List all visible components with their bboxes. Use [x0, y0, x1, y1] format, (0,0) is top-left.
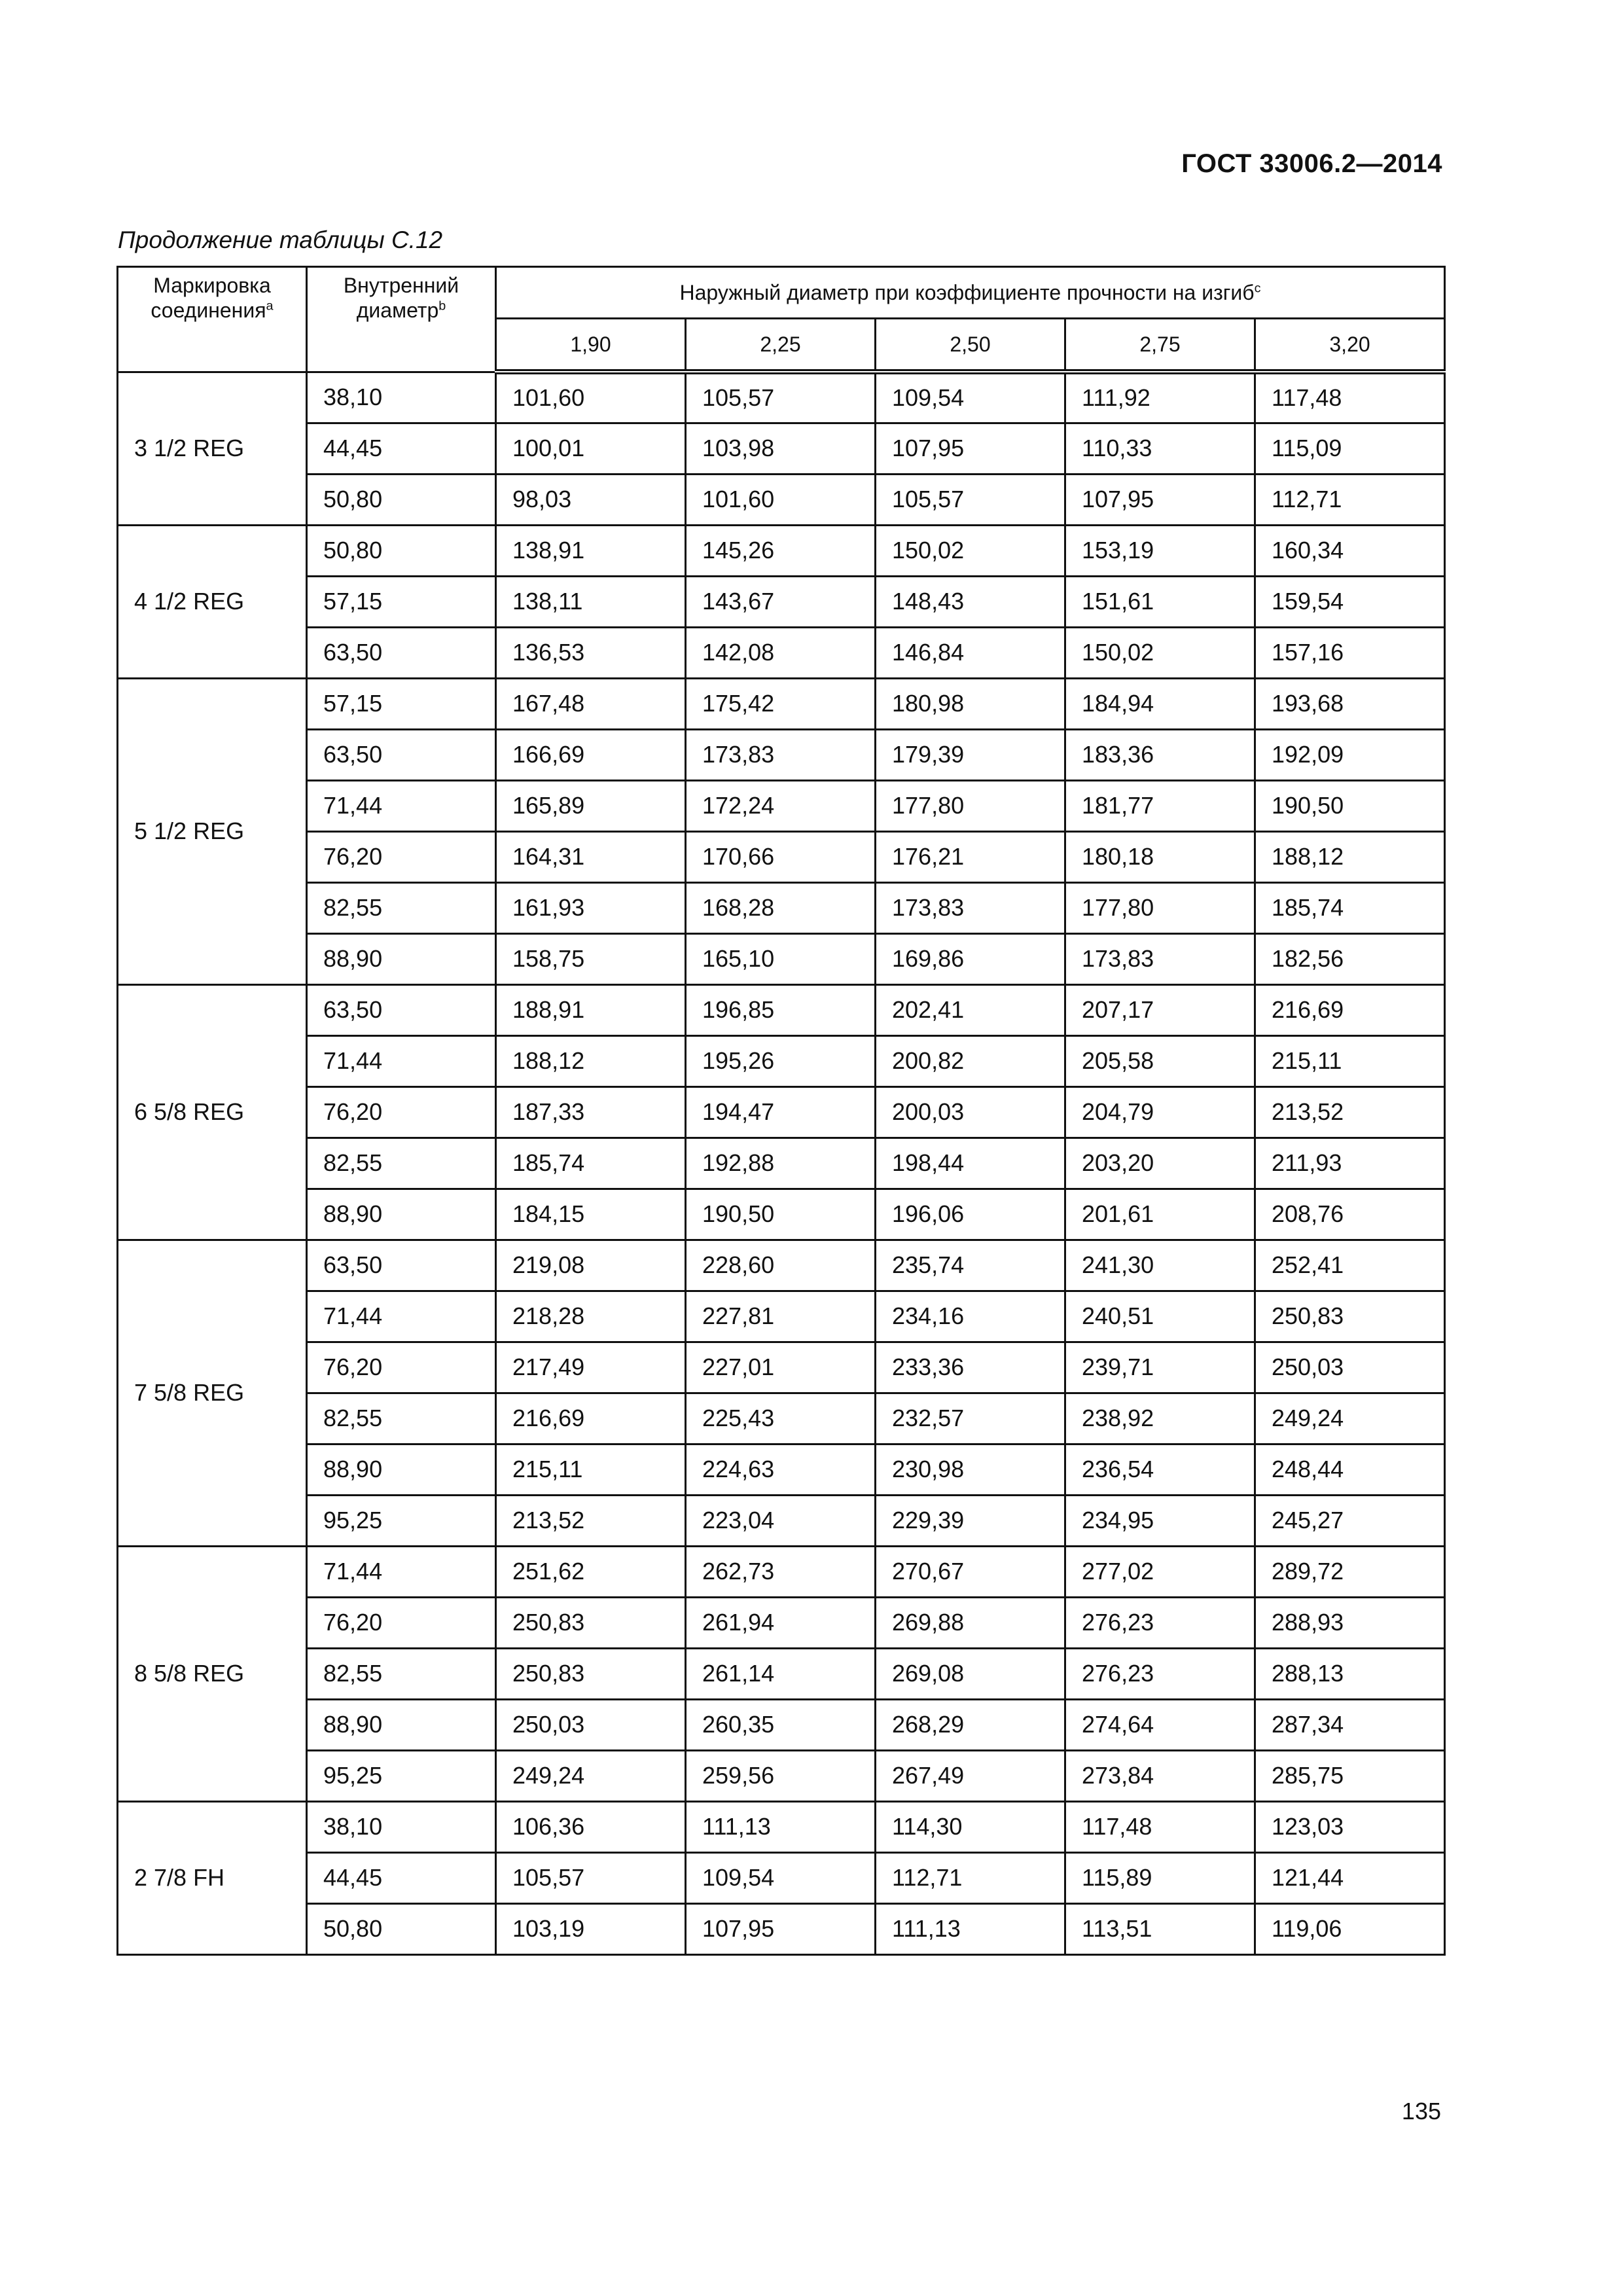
inner-diameter-cell: 38,10 — [307, 372, 496, 423]
outer-diameter-cell: 230,98 — [876, 1444, 1065, 1495]
column-header-outer-diameter-text: Наружный диаметр при коэффициенте прочности на изгиб — [679, 280, 1255, 304]
column-header-inner-diameter — [307, 267, 496, 372]
outer-diameter-cell: 236,54 — [1065, 1444, 1255, 1495]
outer-diameter-cell: 105,57 — [876, 474, 1065, 525]
inner-diameter-cell: 88,90 — [307, 1444, 496, 1495]
outer-diameter-cell: 166,69 — [496, 729, 686, 780]
outer-diameter-cell: 188,12 — [1255, 831, 1445, 882]
outer-diameter-cell: 112,71 — [1255, 474, 1445, 525]
outer-diameter-cell: 190,50 — [686, 1189, 876, 1240]
table-row — [118, 1903, 1445, 1954]
outer-diameter-cell: 181,77 — [1065, 780, 1255, 831]
outer-diameter-cell: 250,83 — [496, 1597, 686, 1648]
outer-diameter-cell: 182,56 — [1255, 933, 1445, 984]
table-row — [118, 1801, 1445, 1852]
outer-diameter-cell: 238,92 — [1065, 1393, 1255, 1444]
outer-diameter-cell: 188,91 — [496, 984, 686, 1035]
document-code: ГОСТ 33006.2—2014 — [1181, 149, 1442, 178]
table-row — [118, 1495, 1445, 1546]
inner-diameter-cell: 71,44 — [307, 1035, 496, 1086]
footnote-mark: a — [266, 298, 274, 314]
footnote-mark: c — [1254, 281, 1261, 296]
outer-diameter-cell: 259,56 — [686, 1750, 876, 1801]
table-row — [118, 882, 1445, 933]
outer-diameter-cell: 109,54 — [686, 1852, 876, 1903]
table-row — [118, 1699, 1445, 1750]
outer-diameter-cell: 184,15 — [496, 1189, 686, 1240]
outer-diameter-cell: 215,11 — [1255, 1035, 1445, 1086]
outer-diameter-cell: 173,83 — [686, 729, 876, 780]
outer-diameter-cell: 196,85 — [686, 984, 876, 1035]
table-row — [118, 678, 1445, 729]
outer-diameter-cell: 248,44 — [1255, 1444, 1445, 1495]
outer-diameter-cell: 261,14 — [686, 1648, 876, 1699]
outer-diameter-cell: 117,48 — [1255, 372, 1445, 423]
outer-diameter-cell: 111,13 — [686, 1801, 876, 1852]
inner-diameter-cell: 44,45 — [307, 423, 496, 474]
column-header-coefficient: 3,20 — [1255, 319, 1445, 372]
inner-diameter-cell: 71,44 — [307, 1546, 496, 1597]
outer-diameter-cell: 195,26 — [686, 1035, 876, 1086]
outer-diameter-cell: 241,30 — [1065, 1240, 1255, 1291]
outer-diameter-cell: 177,80 — [1065, 882, 1255, 933]
inner-diameter-cell: 76,20 — [307, 1597, 496, 1648]
outer-diameter-cell: 250,03 — [1255, 1342, 1445, 1393]
column-header-coefficient: 1,90 — [496, 319, 686, 372]
outer-diameter-cell: 289,72 — [1255, 1546, 1445, 1597]
outer-diameter-cell: 196,06 — [876, 1189, 1065, 1240]
table-row — [118, 1393, 1445, 1444]
outer-diameter-cell: 250,83 — [1255, 1291, 1445, 1342]
table-row — [118, 525, 1445, 576]
outer-diameter-cell: 250,83 — [496, 1648, 686, 1699]
table-row — [118, 933, 1445, 984]
outer-diameter-cell: 227,81 — [686, 1291, 876, 1342]
outer-diameter-cell: 143,67 — [686, 576, 876, 627]
inner-diameter-cell: 76,20 — [307, 1342, 496, 1393]
outer-diameter-cell: 117,48 — [1065, 1801, 1255, 1852]
column-header-coefficient: 2,50 — [876, 319, 1065, 372]
table-row — [118, 1444, 1445, 1495]
outer-diameter-cell: 142,08 — [686, 627, 876, 678]
outer-diameter-cell: 168,28 — [686, 882, 876, 933]
outer-diameter-cell: 193,68 — [1255, 678, 1445, 729]
outer-diameter-cell: 105,57 — [686, 372, 876, 423]
outer-diameter-cell: 173,83 — [876, 882, 1065, 933]
table-row — [118, 984, 1445, 1035]
outer-diameter-cell: 213,52 — [1255, 1086, 1445, 1138]
outer-diameter-cell: 274,64 — [1065, 1699, 1255, 1750]
connection-marking-cell: 6 5/8 REG — [118, 984, 307, 1240]
inner-diameter-cell: 88,90 — [307, 933, 496, 984]
inner-diameter-cell: 50,80 — [307, 525, 496, 576]
outer-diameter-cell: 165,89 — [496, 780, 686, 831]
outer-diameter-cell: 239,71 — [1065, 1342, 1255, 1393]
table-row — [118, 627, 1445, 678]
outer-diameter-cell: 217,49 — [496, 1342, 686, 1393]
outer-diameter-cell: 109,54 — [876, 372, 1065, 423]
outer-diameter-cell: 185,74 — [1255, 882, 1445, 933]
outer-diameter-cell: 233,36 — [876, 1342, 1065, 1393]
outer-diameter-cell: 158,75 — [496, 933, 686, 984]
outer-diameter-cell: 107,95 — [876, 423, 1065, 474]
outer-diameter-cell: 148,43 — [876, 576, 1065, 627]
data-table — [116, 266, 1446, 1956]
outer-diameter-cell: 276,23 — [1065, 1648, 1255, 1699]
outer-diameter-cell: 227,01 — [686, 1342, 876, 1393]
column-header-coefficient: 2,75 — [1065, 319, 1255, 372]
inner-diameter-cell: 57,15 — [307, 576, 496, 627]
outer-diameter-cell: 235,74 — [876, 1240, 1065, 1291]
column-header-outer-diameter — [496, 267, 1445, 319]
outer-diameter-cell: 101,60 — [686, 474, 876, 525]
outer-diameter-cell: 267,49 — [876, 1750, 1065, 1801]
table-container — [116, 266, 1444, 1956]
outer-diameter-cell: 138,11 — [496, 576, 686, 627]
outer-diameter-cell: 261,94 — [686, 1597, 876, 1648]
outer-diameter-cell: 202,41 — [876, 984, 1065, 1035]
connection-marking-cell: 5 1/2 REG — [118, 678, 307, 984]
inner-diameter-cell: 71,44 — [307, 1291, 496, 1342]
inner-diameter-cell: 88,90 — [307, 1189, 496, 1240]
inner-diameter-cell: 57,15 — [307, 678, 496, 729]
outer-diameter-cell: 121,44 — [1255, 1852, 1445, 1903]
outer-diameter-cell: 106,36 — [496, 1801, 686, 1852]
table-row — [118, 1189, 1445, 1240]
outer-diameter-cell: 165,10 — [686, 933, 876, 984]
outer-diameter-cell: 190,50 — [1255, 780, 1445, 831]
table-row — [118, 1852, 1445, 1903]
outer-diameter-cell: 207,17 — [1065, 984, 1255, 1035]
table-row — [118, 1648, 1445, 1699]
outer-diameter-cell: 114,30 — [876, 1801, 1065, 1852]
outer-diameter-cell: 249,24 — [1255, 1393, 1445, 1444]
connection-marking-cell: 4 1/2 REG — [118, 525, 307, 678]
inner-diameter-cell: 63,50 — [307, 627, 496, 678]
outer-diameter-cell: 268,29 — [876, 1699, 1065, 1750]
outer-diameter-cell: 249,24 — [496, 1750, 686, 1801]
outer-diameter-cell: 194,47 — [686, 1086, 876, 1138]
outer-diameter-cell: 159,54 — [1255, 576, 1445, 627]
outer-diameter-cell: 250,03 — [496, 1699, 686, 1750]
page-number: 135 — [1401, 2098, 1441, 2125]
outer-diameter-cell: 188,12 — [496, 1035, 686, 1086]
outer-diameter-cell: 172,24 — [686, 780, 876, 831]
outer-diameter-cell: 145,26 — [686, 525, 876, 576]
table-row — [118, 1240, 1445, 1291]
outer-diameter-cell: 216,69 — [496, 1393, 686, 1444]
column-header-marking — [118, 267, 307, 372]
outer-diameter-cell: 161,93 — [496, 882, 686, 933]
outer-diameter-cell: 115,09 — [1255, 423, 1445, 474]
inner-diameter-cell: 71,44 — [307, 780, 496, 831]
table-caption: Продолжение таблицы С.12 — [118, 226, 443, 253]
outer-diameter-cell: 160,34 — [1255, 525, 1445, 576]
outer-diameter-cell: 224,63 — [686, 1444, 876, 1495]
outer-diameter-cell: 111,92 — [1065, 372, 1255, 423]
column-header-marking-text: Маркировка соединения — [151, 274, 271, 323]
inner-diameter-cell: 82,55 — [307, 882, 496, 933]
outer-diameter-cell: 110,33 — [1065, 423, 1255, 474]
inner-diameter-cell: 76,20 — [307, 831, 496, 882]
outer-diameter-cell: 208,76 — [1255, 1189, 1445, 1240]
header-row — [118, 267, 1445, 319]
table-row — [118, 1546, 1445, 1597]
table-row — [118, 729, 1445, 780]
outer-diameter-cell: 151,61 — [1065, 576, 1255, 627]
outer-diameter-cell: 228,60 — [686, 1240, 876, 1291]
outer-diameter-cell: 219,08 — [496, 1240, 686, 1291]
outer-diameter-cell: 215,11 — [496, 1444, 686, 1495]
outer-diameter-cell: 105,57 — [496, 1852, 686, 1903]
outer-diameter-cell: 200,03 — [876, 1086, 1065, 1138]
outer-diameter-cell: 240,51 — [1065, 1291, 1255, 1342]
inner-diameter-cell: 82,55 — [307, 1138, 496, 1189]
connection-marking-cell: 3 1/2 REG — [118, 372, 307, 525]
outer-diameter-cell: 136,53 — [496, 627, 686, 678]
table-row — [118, 1086, 1445, 1138]
outer-diameter-cell: 270,67 — [876, 1546, 1065, 1597]
connection-marking-cell: 8 5/8 REG — [118, 1546, 307, 1801]
outer-diameter-cell: 187,33 — [496, 1086, 686, 1138]
outer-diameter-cell: 204,79 — [1065, 1086, 1255, 1138]
inner-diameter-cell: 50,80 — [307, 474, 496, 525]
outer-diameter-cell: 218,28 — [496, 1291, 686, 1342]
outer-diameter-cell: 107,95 — [1065, 474, 1255, 525]
outer-diameter-cell: 203,20 — [1065, 1138, 1255, 1189]
outer-diameter-cell: 288,13 — [1255, 1648, 1445, 1699]
outer-diameter-cell: 260,35 — [686, 1699, 876, 1750]
column-header-coefficient: 2,25 — [686, 319, 876, 372]
table-row — [118, 474, 1445, 525]
outer-diameter-cell: 150,02 — [1065, 627, 1255, 678]
table-row — [118, 1342, 1445, 1393]
outer-diameter-cell: 103,98 — [686, 423, 876, 474]
outer-diameter-cell: 175,42 — [686, 678, 876, 729]
outer-diameter-cell: 180,18 — [1065, 831, 1255, 882]
outer-diameter-cell: 216,69 — [1255, 984, 1445, 1035]
outer-diameter-cell: 287,34 — [1255, 1699, 1445, 1750]
outer-diameter-cell: 113,51 — [1065, 1903, 1255, 1954]
outer-diameter-cell: 223,04 — [686, 1495, 876, 1546]
outer-diameter-cell: 200,82 — [876, 1035, 1065, 1086]
inner-diameter-cell: 63,50 — [307, 984, 496, 1035]
table-row — [118, 423, 1445, 474]
outer-diameter-cell: 183,36 — [1065, 729, 1255, 780]
outer-diameter-cell: 119,06 — [1255, 1903, 1445, 1954]
outer-diameter-cell: 205,58 — [1065, 1035, 1255, 1086]
inner-diameter-cell: 44,45 — [307, 1852, 496, 1903]
outer-diameter-cell: 112,71 — [876, 1852, 1065, 1903]
outer-diameter-cell: 164,31 — [496, 831, 686, 882]
outer-diameter-cell: 192,88 — [686, 1138, 876, 1189]
outer-diameter-cell: 245,27 — [1255, 1495, 1445, 1546]
table-row — [118, 780, 1445, 831]
inner-diameter-cell: 82,55 — [307, 1393, 496, 1444]
inner-diameter-cell: 95,25 — [307, 1750, 496, 1801]
inner-diameter-cell: 38,10 — [307, 1801, 496, 1852]
table-row — [118, 1597, 1445, 1648]
outer-diameter-cell: 234,16 — [876, 1291, 1065, 1342]
table-row — [118, 1138, 1445, 1189]
outer-diameter-cell: 285,75 — [1255, 1750, 1445, 1801]
outer-diameter-cell: 229,39 — [876, 1495, 1065, 1546]
outer-diameter-cell: 184,94 — [1065, 678, 1255, 729]
outer-diameter-cell: 123,03 — [1255, 1801, 1445, 1852]
outer-diameter-cell: 167,48 — [496, 678, 686, 729]
table-row — [118, 1291, 1445, 1342]
inner-diameter-cell: 76,20 — [307, 1086, 496, 1138]
table-row — [118, 1035, 1445, 1086]
table-row — [118, 372, 1445, 423]
outer-diameter-cell: 173,83 — [1065, 933, 1255, 984]
outer-diameter-cell: 101,60 — [496, 372, 686, 423]
outer-diameter-cell: 213,52 — [496, 1495, 686, 1546]
inner-diameter-cell: 95,25 — [307, 1495, 496, 1546]
inner-diameter-cell: 50,80 — [307, 1903, 496, 1954]
outer-diameter-cell: 277,02 — [1065, 1546, 1255, 1597]
outer-diameter-cell: 201,61 — [1065, 1189, 1255, 1240]
outer-diameter-cell: 180,98 — [876, 678, 1065, 729]
column-header-inner-diameter-text: Внутренний диаметр — [343, 274, 459, 323]
table-row — [118, 831, 1445, 882]
inner-diameter-cell: 63,50 — [307, 1240, 496, 1291]
outer-diameter-cell: 269,08 — [876, 1648, 1065, 1699]
connection-marking-cell: 2 7/8 FH — [118, 1801, 307, 1954]
outer-diameter-cell: 98,03 — [496, 474, 686, 525]
outer-diameter-cell: 169,86 — [876, 933, 1065, 984]
outer-diameter-cell: 170,66 — [686, 831, 876, 882]
outer-diameter-cell: 150,02 — [876, 525, 1065, 576]
outer-diameter-cell: 262,73 — [686, 1546, 876, 1597]
outer-diameter-cell: 234,95 — [1065, 1495, 1255, 1546]
outer-diameter-cell: 176,21 — [876, 831, 1065, 882]
outer-diameter-cell: 185,74 — [496, 1138, 686, 1189]
outer-diameter-cell: 179,39 — [876, 729, 1065, 780]
outer-diameter-cell: 100,01 — [496, 423, 686, 474]
inner-diameter-cell: 63,50 — [307, 729, 496, 780]
footnote-mark: b — [438, 298, 446, 314]
outer-diameter-cell: 211,93 — [1255, 1138, 1445, 1189]
outer-diameter-cell: 177,80 — [876, 780, 1065, 831]
outer-diameter-cell: 111,13 — [876, 1903, 1065, 1954]
outer-diameter-cell: 251,62 — [496, 1546, 686, 1597]
outer-diameter-cell: 269,88 — [876, 1597, 1065, 1648]
outer-diameter-cell: 115,89 — [1065, 1852, 1255, 1903]
outer-diameter-cell: 153,19 — [1065, 525, 1255, 576]
outer-diameter-cell: 288,93 — [1255, 1597, 1445, 1648]
inner-diameter-cell: 82,55 — [307, 1648, 496, 1699]
outer-diameter-cell: 198,44 — [876, 1138, 1065, 1189]
connection-marking-cell: 7 5/8 REG — [118, 1240, 307, 1546]
outer-diameter-cell: 252,41 — [1255, 1240, 1445, 1291]
outer-diameter-cell: 146,84 — [876, 627, 1065, 678]
table-body — [118, 372, 1445, 1954]
inner-diameter-cell: 88,90 — [307, 1699, 496, 1750]
outer-diameter-cell: 273,84 — [1065, 1750, 1255, 1801]
table-row — [118, 1750, 1445, 1801]
outer-diameter-cell: 107,95 — [686, 1903, 876, 1954]
outer-diameter-cell: 138,91 — [496, 525, 686, 576]
outer-diameter-cell: 192,09 — [1255, 729, 1445, 780]
outer-diameter-cell: 232,57 — [876, 1393, 1065, 1444]
table-row — [118, 576, 1445, 627]
outer-diameter-cell: 103,19 — [496, 1903, 686, 1954]
outer-diameter-cell: 276,23 — [1065, 1597, 1255, 1648]
outer-diameter-cell: 225,43 — [686, 1393, 876, 1444]
outer-diameter-cell: 157,16 — [1255, 627, 1445, 678]
